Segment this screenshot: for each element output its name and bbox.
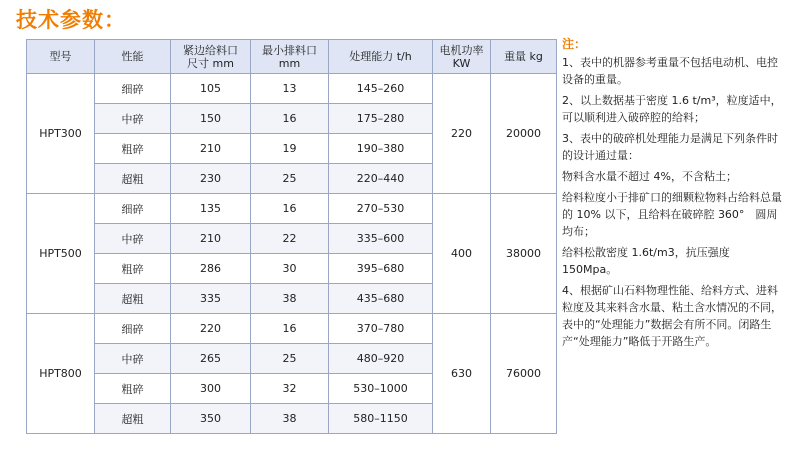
capacity-cell: 145–260 xyxy=(329,74,433,104)
capacity-cell: 220–440 xyxy=(329,164,433,194)
performance-cell: 粗碎 xyxy=(95,374,171,404)
capacity-cell: 190–380 xyxy=(329,134,433,164)
note-item: 3、表中的破碎机处理能力是满足下列条件时的设计通过量： xyxy=(562,132,778,162)
notes-panel xyxy=(562,36,784,354)
capacity-cell: 335–600 xyxy=(329,224,433,254)
performance-cell: 细碎 xyxy=(95,74,171,104)
feed-opening-cell: 335 xyxy=(171,284,251,314)
feed-opening-cell: 210 xyxy=(171,224,251,254)
note-item: 给料松散密度 1.6t/m3，抗压强度 150Mpa。 xyxy=(562,246,730,276)
discharge-opening-cell: 22 xyxy=(251,224,329,254)
feed-opening-cell: 230 xyxy=(171,164,251,194)
spec-table xyxy=(26,39,557,434)
model-name-cell: HPT800 xyxy=(27,314,95,434)
performance-cell: 细碎 xyxy=(95,194,171,224)
performance-cell: 粗碎 xyxy=(95,254,171,284)
motor-power-cell: 630 xyxy=(433,314,491,434)
section-title: 技术参数： xyxy=(16,8,126,32)
performance-cell: 超粗 xyxy=(95,284,171,314)
discharge-opening-cell: 38 xyxy=(251,284,329,314)
feed-opening-cell: 220 xyxy=(171,314,251,344)
performance-cell: 中碎 xyxy=(95,224,171,254)
column-header: 紧边给料口 尺寸 mm xyxy=(171,40,251,74)
discharge-opening-cell: 16 xyxy=(251,104,329,134)
motor-power-cell: 220 xyxy=(433,74,491,194)
performance-cell: 超粗 xyxy=(95,404,171,434)
discharge-opening-cell: 13 xyxy=(251,74,329,104)
capacity-cell: 270–530 xyxy=(329,194,433,224)
performance-cell: 超粗 xyxy=(95,164,171,194)
discharge-opening-cell: 19 xyxy=(251,134,329,164)
performance-cell: 中碎 xyxy=(95,104,171,134)
column-header: 最小排料口 mm xyxy=(251,40,329,74)
model-name-cell: HPT300 xyxy=(27,74,95,194)
capacity-cell: 435–680 xyxy=(329,284,433,314)
discharge-opening-cell: 38 xyxy=(251,404,329,434)
discharge-opening-cell: 32 xyxy=(251,374,329,404)
column-header: 处理能力 t/h xyxy=(329,40,433,74)
performance-cell: 细碎 xyxy=(95,314,171,344)
feed-opening-cell: 105 xyxy=(171,74,251,104)
discharge-opening-cell: 16 xyxy=(251,314,329,344)
discharge-opening-cell: 25 xyxy=(251,164,329,194)
feed-opening-cell: 300 xyxy=(171,374,251,404)
table-row xyxy=(27,194,557,224)
capacity-cell: 395–680 xyxy=(329,254,433,284)
discharge-opening-cell: 16 xyxy=(251,194,329,224)
capacity-cell: 580–1150 xyxy=(329,404,433,434)
feed-opening-cell: 150 xyxy=(171,104,251,134)
performance-cell: 粗碎 xyxy=(95,134,171,164)
motor-power-cell: 400 xyxy=(433,194,491,314)
performance-cell: 中碎 xyxy=(95,344,171,374)
note-item: 4、根据矿山石料物理性能、给料方式、进料粒度及其来料含水量、粘土含水情况的不同，表中的“处理能力”数据会有所不同。闭路生产“处理能力”略低于开路生产。 xyxy=(562,284,782,348)
capacity-cell: 175–280 xyxy=(329,104,433,134)
model-name-cell: HPT500 xyxy=(27,194,95,314)
note-item: 物料含水量不超过 4%，不含粘土； xyxy=(562,170,737,183)
table-row xyxy=(27,314,557,344)
discharge-opening-cell: 30 xyxy=(251,254,329,284)
note-item: 1、表中的机器参考重量不包括电动机、电控设备的重量。 xyxy=(562,56,778,86)
column-header: 性能 xyxy=(95,40,171,74)
capacity-cell: 530–1000 xyxy=(329,374,433,404)
discharge-opening-cell: 25 xyxy=(251,344,329,374)
table-header-row xyxy=(27,40,557,74)
table-row xyxy=(27,74,557,104)
note-item: 给料粒度小于排矿口的细颗粒物料占给料总量的 10% 以下，且给料在破碎腔 360° 圆周均布； xyxy=(562,191,782,238)
note-item: 2、以上数据基于密度 1.6 t/m³，粒度适中，可以顺利进入破碎腔的给料； xyxy=(562,94,782,124)
notes-list xyxy=(562,54,784,350)
weight-cell: 20000 xyxy=(491,74,557,194)
weight-cell: 76000 xyxy=(491,314,557,434)
weight-cell: 38000 xyxy=(491,194,557,314)
table-body xyxy=(27,74,557,434)
feed-opening-cell: 350 xyxy=(171,404,251,434)
feed-opening-cell: 265 xyxy=(171,344,251,374)
notes-heading: 注： xyxy=(562,37,587,51)
feed-opening-cell: 135 xyxy=(171,194,251,224)
column-header: 型号 xyxy=(27,40,95,74)
feed-opening-cell: 286 xyxy=(171,254,251,284)
feed-opening-cell: 210 xyxy=(171,134,251,164)
capacity-cell: 370–780 xyxy=(329,314,433,344)
column-header: 重量 kg xyxy=(491,40,557,74)
column-header: 电机功率 KW xyxy=(433,40,491,74)
capacity-cell: 480–920 xyxy=(329,344,433,374)
